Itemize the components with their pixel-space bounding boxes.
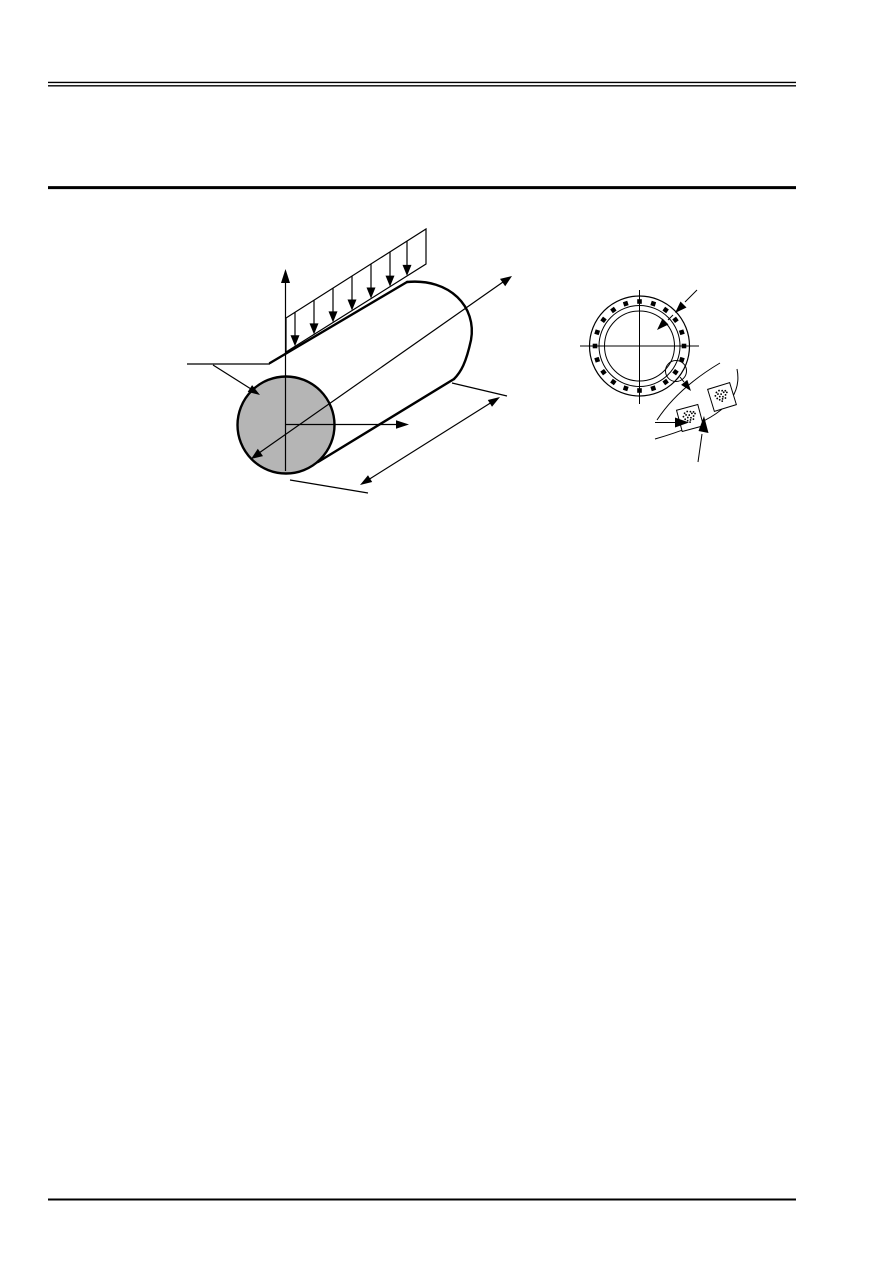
load-arrow: [367, 264, 376, 299]
sensor-dot: [662, 379, 668, 385]
dimension-extension-near: [290, 480, 368, 493]
sensor-dot: [594, 329, 600, 335]
outer-pointer-arrowhead-icon: [675, 302, 687, 314]
sensor-element-body: [708, 383, 737, 412]
load-arrow: [329, 288, 338, 322]
sensor-dot: [682, 344, 687, 349]
header-rules: [48, 82, 796, 187]
sensor-dot: [610, 307, 616, 313]
load-arrow: [386, 252, 395, 287]
distributed-load-outline: [286, 229, 426, 352]
sensor-dot: [662, 307, 668, 313]
sensor-element-body: [677, 405, 704, 432]
sensor-dot: [672, 317, 678, 323]
sensor-dot: [672, 369, 678, 375]
sensor-dot: [623, 385, 629, 391]
sensor-dot: [679, 329, 685, 335]
longitudinal-axis-arrow: [251, 276, 512, 459]
detail-leader-arrowhead-icon: [681, 380, 691, 391]
load-arrow: [403, 241, 412, 276]
up-arrowhead-icon: [281, 269, 290, 283]
sensor-dot: [650, 385, 656, 391]
dimension-extension-far: [452, 383, 507, 396]
outer-pointer-line: [685, 290, 697, 302]
sensor-dot: [610, 379, 616, 385]
detail-up-arrow-line: [698, 434, 702, 462]
sensor-dot: [650, 301, 656, 307]
axis-arrowhead-far-icon: [500, 276, 512, 286]
sensor-element-right: [708, 383, 737, 412]
sensor-dot: [600, 317, 606, 323]
dimension-arrowhead-far: [488, 397, 500, 407]
cylinder-end-cap: [407, 282, 472, 379]
cylinder-top-edge: [270, 282, 407, 363]
distributed-load-arrows: [291, 241, 412, 346]
cylinder-bottom-edge: [318, 379, 454, 462]
sensor-dot: [637, 299, 642, 304]
sensor-dot: [600, 369, 606, 375]
sensor-dot: [594, 357, 600, 363]
sensor-element-left: [677, 405, 704, 432]
load-arrow: [348, 276, 357, 311]
dimension-line: [368, 402, 492, 480]
leader-diagonal-line: [213, 365, 251, 389]
sensor-dot: [637, 388, 642, 393]
load-arrow: [291, 312, 300, 346]
sensor-dot: [623, 301, 629, 307]
longitudinal-axis-line: [259, 282, 503, 453]
sensor-dot: [593, 344, 598, 349]
cylinder-figure: [187, 229, 512, 493]
ring-figure: [580, 290, 738, 462]
inner-pointer-arrowhead-icon: [657, 319, 669, 331]
right-arrowhead-icon: [396, 420, 409, 429]
dimension-arrowhead-near: [360, 475, 372, 485]
load-arrow: [310, 300, 319, 334]
